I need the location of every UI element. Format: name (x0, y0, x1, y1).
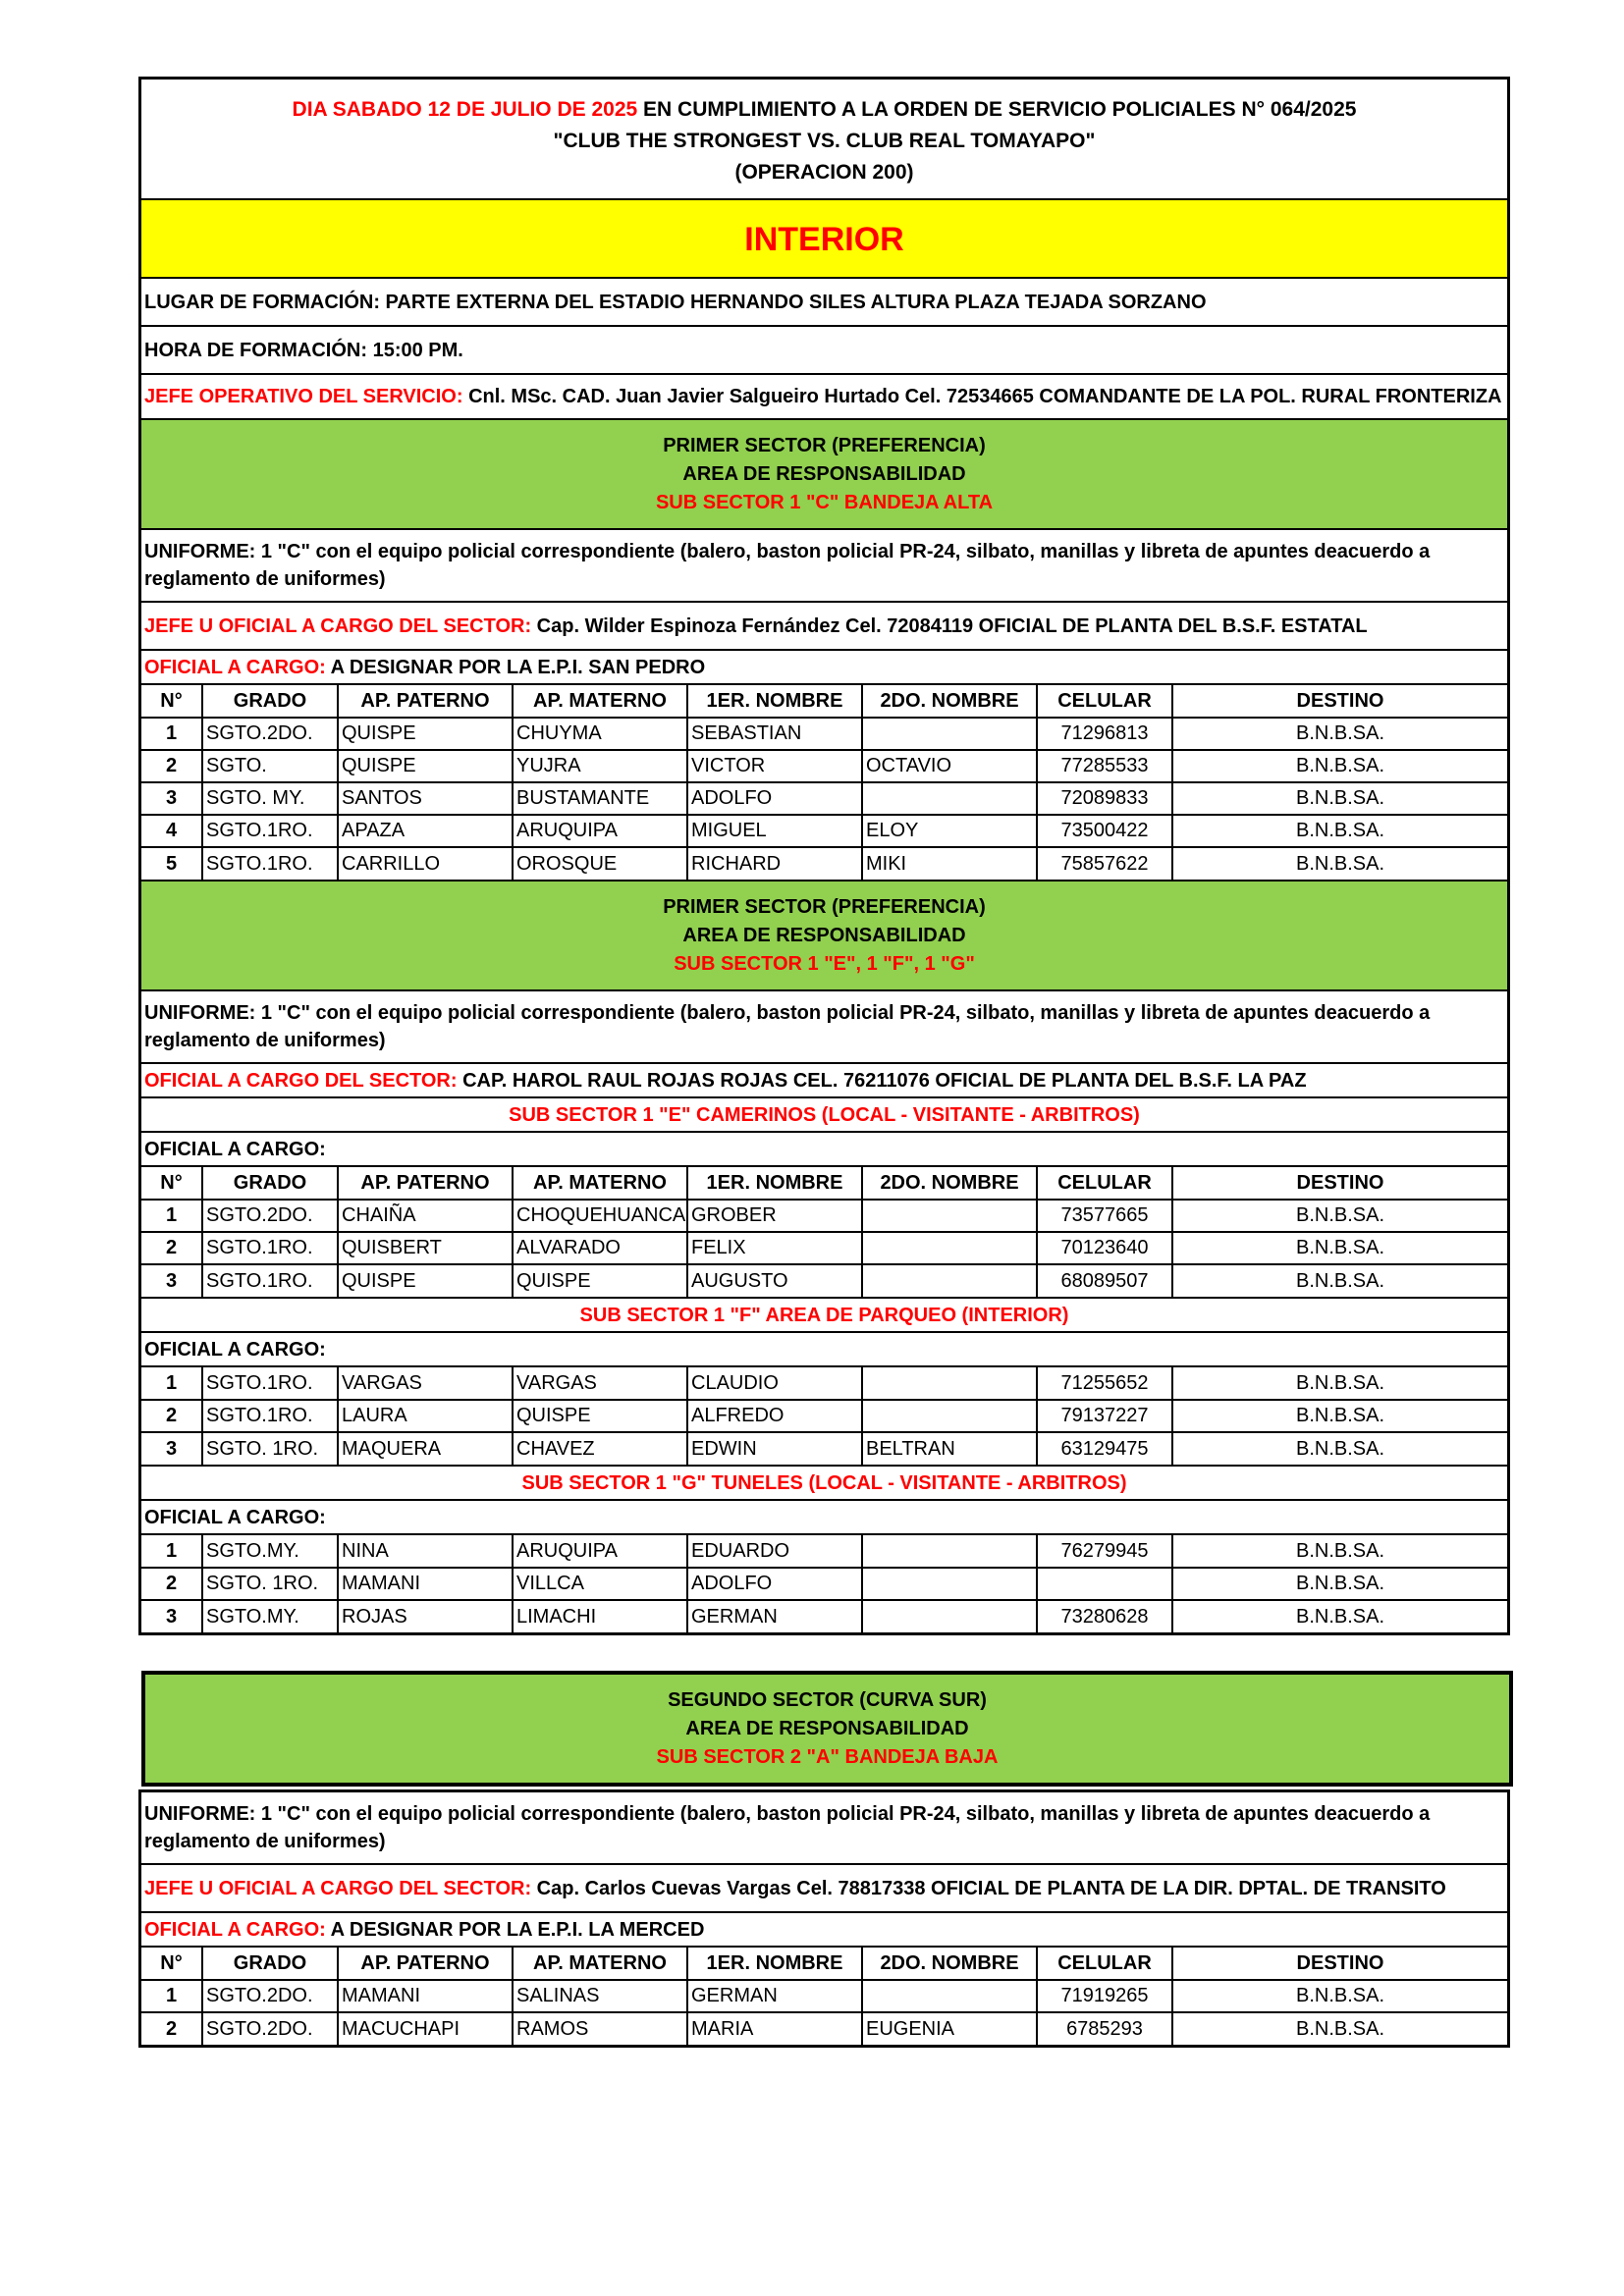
column-header: 1ER. NOMBRE (687, 1948, 862, 1980)
table-cell: CHUYMA (513, 718, 687, 750)
table-cell: 71296813 (1037, 718, 1172, 750)
column-header: AP. MATERNO (513, 685, 687, 718)
sector2a-title1: SEGUNDO SECTOR (CURVA SUR) (668, 1689, 987, 1711)
table-cell: 70123640 (1037, 1232, 1172, 1264)
table-header-row (141, 1167, 1507, 1200)
table-cell: B.N.B.SA. (1295, 1605, 1385, 1628)
table-cell: SGTO. 1RO. (202, 1432, 338, 1465)
sector1c-officer-label: OFICIAL A CARGO: (144, 657, 326, 678)
table-cell: SGTO.2DO. (202, 718, 338, 750)
column-header: GRADO (202, 685, 338, 718)
column-header: DESTINO (1172, 685, 1507, 718)
table-cell: QUISPE (513, 1400, 687, 1432)
table-cell: SGTO.MY. (202, 1600, 338, 1632)
table-cell: SALINAS (513, 1980, 687, 2012)
column-header: N° (141, 685, 202, 718)
table-row (141, 1600, 1507, 1632)
sector1c-chief (141, 603, 1507, 651)
table-row (141, 1367, 1507, 1400)
table-cell: 77285533 (1037, 750, 1172, 782)
table-cell: ADOLFO (687, 1568, 862, 1600)
table-cell: VARGAS (513, 1367, 687, 1400)
table-cell: B.N.B.SA. (1172, 1200, 1507, 1232)
table-row (141, 718, 1507, 750)
table-cell: SEBASTIAN (687, 718, 862, 750)
column-header: CELULAR (1037, 1167, 1172, 1200)
table-cell: SGTO.1RO. (202, 815, 338, 847)
table-cell (862, 718, 1037, 750)
table-cell: VILLCA (513, 1568, 687, 1600)
sector1c-table (141, 685, 1507, 880)
table-cell: SGTO. MY. (202, 782, 338, 815)
table-cell: CHAVEZ (513, 1432, 687, 1465)
sub-g-table-wrap (141, 1535, 1507, 1632)
sub-f-table (141, 1367, 1507, 1465)
sub-f-title: SUB SECTOR 1 "F" AREA DE PARQUEO (INTERIOR) (141, 1299, 1507, 1333)
operative-chief-value: Cnl. MSc. CAD. Juan Javier Salgueiro Hurtado Cel. 72534665 COMANDANTE DE LA POL. RURAL FRONTERIZA (462, 386, 1502, 407)
table-cell (862, 1535, 1037, 1568)
table-cell: MARIA (687, 2012, 862, 2045)
table-cell: MAMANI (338, 1980, 513, 2012)
table-cell: B.N.B.SA. (1172, 1980, 1507, 2012)
table-cell (862, 1568, 1037, 1600)
column-header: 1ER. NOMBRE (687, 1167, 862, 1200)
service-order-sheet (138, 77, 1510, 2048)
table-cell: 2 (141, 750, 202, 782)
sub-f-officer: OFICIAL A CARGO: (141, 1333, 1507, 1367)
table-cell: SGTO. (202, 750, 338, 782)
table-cell: 73500422 (1037, 815, 1172, 847)
table-cell (862, 1367, 1037, 1400)
column-header: AP. MATERNO (513, 1167, 687, 1200)
column-header: GRADO (202, 1948, 338, 1980)
table-cell (862, 782, 1037, 815)
table-cell: SANTOS (338, 782, 513, 815)
table-cell: 2 (141, 2012, 202, 2045)
table-cell (862, 1200, 1037, 1232)
table-cell: RAMOS (513, 2012, 687, 2045)
table-cell: 3 (141, 1600, 202, 1632)
table-cell: 3 (141, 782, 202, 815)
table-cell: ARUQUIPA (513, 815, 687, 847)
table-cell: SGTO. 1RO. (202, 1568, 338, 1600)
table-cell: SGTO.2DO. (202, 1980, 338, 2012)
table-cell (1037, 1568, 1172, 1600)
sector2a-title3: SUB SECTOR 2 "A" BANDEJA BAJA (656, 1746, 999, 1768)
table-cell: SGTO.2DO. (202, 1200, 338, 1232)
table-cell: SGTO.MY. (202, 1535, 338, 1568)
table-cell: ADOLFO (687, 782, 862, 815)
table-cell: 1 (141, 1980, 202, 2012)
table-cell: B.N.B.SA. (1172, 1568, 1507, 1600)
section-sector2a (138, 1789, 1510, 2048)
sector2a-chief-label: JEFE U OFICIAL A CARGO DEL SECTOR: (144, 1878, 532, 1899)
header-match: "CLUB THE STRONGEST VS. CLUB REAL TOMAYAPO" (553, 130, 1096, 152)
table-cell: LAURA (338, 1400, 513, 1432)
formation-time: HORA DE FORMACIÓN: 15:00 PM. (141, 327, 1507, 375)
column-header: DESTINO (1172, 1948, 1507, 1980)
sector1efg-chief-label: OFICIAL A CARGO DEL SECTOR: (144, 1070, 458, 1092)
sub-g-table (141, 1535, 1507, 1632)
table-cell: B.N.B.SA. (1172, 1232, 1507, 1264)
table-cell: VARGAS (338, 1367, 513, 1400)
table-cell: 5 (141, 847, 202, 880)
document-header (141, 80, 1507, 200)
table-row (141, 1264, 1507, 1297)
table-cell: MAQUERA (338, 1432, 513, 1465)
table-cell: 72089833 (1037, 782, 1172, 815)
table-cell: 63129475 (1037, 1432, 1172, 1465)
table-cell: EDUARDO (687, 1535, 862, 1568)
sector1c-chief-label: JEFE U OFICIAL A CARGO DEL SECTOR: (144, 615, 532, 637)
table-cell: MIGUEL (687, 815, 862, 847)
table-cell (862, 1600, 1037, 1632)
sector1efg-uniform: UNIFORME: 1 "C" con el equipo policial correspondiente (balero, baston policial PR-24, silbato, manillas y libreta de apuntes deacuerdo a reglamento de uniformes) (141, 991, 1507, 1064)
table-row (141, 1400, 1507, 1432)
table-cell: SGTO.1RO. (202, 1367, 338, 1400)
table-cell: MACUCHAPI (338, 2012, 513, 2045)
table-cell: ELOY (862, 815, 1037, 847)
table-cell: 1 (141, 1367, 202, 1400)
sector2a-table (141, 1948, 1507, 2045)
table-cell (862, 1264, 1037, 1297)
table-cell: 71255652 (1037, 1367, 1172, 1400)
table-row (141, 1535, 1507, 1568)
formation-place: LUGAR DE FORMACIÓN: PARTE EXTERNA DEL ESTADIO HERNANDO SILES ALTURA PLAZA TEJADA SORZANO (141, 279, 1507, 327)
header-order: EN CUMPLIMIENTO A LA ORDEN DE SERVICIO POLICIALES N° 064/2025 (637, 98, 1357, 121)
table-cell: 76279945 (1037, 1535, 1172, 1568)
table-cell: B.N.B.SA. (1172, 1367, 1507, 1400)
table-header-row (141, 685, 1507, 718)
sector2a-table-wrap (141, 1948, 1507, 2045)
table-header-row (141, 1948, 1507, 1980)
table-row (141, 782, 1507, 815)
sub-g-title: SUB SECTOR 1 "G" TUNELES (LOCAL - VISITANTE - ARBITROS) (141, 1467, 1507, 1501)
table-row (141, 1232, 1507, 1264)
section-interior (138, 77, 1510, 1635)
table-cell: B.N.B.SA. (1295, 852, 1385, 875)
table-cell: B.N.B.SA. (1172, 782, 1507, 815)
table-cell: 4 (141, 815, 202, 847)
table-cell: 3 (141, 1432, 202, 1465)
table-cell: 2 (141, 1568, 202, 1600)
table-cell: CHOQUEHUANCA (513, 1200, 687, 1232)
table-cell: SGTO.1RO. (202, 847, 338, 880)
table-cell: LIMACHI (513, 1600, 687, 1632)
column-header: GRADO (202, 1167, 338, 1200)
sector1efg-title3: SUB SECTOR 1 "E", 1 "F", 1 "G" (674, 953, 975, 975)
table-cell: ALFREDO (687, 1400, 862, 1432)
table-row (141, 1980, 1507, 2012)
table-cell: GERMAN (687, 1600, 862, 1632)
table-cell: 73280628 (1037, 1600, 1172, 1632)
table-cell: BUSTAMANTE (513, 782, 687, 815)
sector1c-table-wrap (141, 685, 1507, 881)
sector1c-title2: AREA DE RESPONSABILIDAD (682, 463, 966, 485)
table-cell: MAMANI (338, 1568, 513, 1600)
table-cell: MIKI (862, 847, 1037, 880)
column-header: AP. PATERNO (338, 1948, 513, 1980)
table-cell: QUISBERT (338, 1232, 513, 1264)
sector1c-officer (141, 651, 1507, 685)
column-header: CELULAR (1037, 685, 1172, 718)
interior-banner: INTERIOR (141, 200, 1507, 279)
table-cell: 1 (141, 1535, 202, 1568)
column-header: AP. MATERNO (513, 1948, 687, 1980)
table-cell: EUGENIA (862, 2012, 1037, 2045)
column-header: N° (141, 1948, 202, 1980)
table-cell: APAZA (338, 815, 513, 847)
table-cell: B.N.B.SA. (1172, 718, 1507, 750)
sector2a-title2: AREA DE RESPONSABILIDAD (685, 1718, 969, 1739)
column-header: AP. PATERNO (338, 685, 513, 718)
column-header: 2DO. NOMBRE (862, 1167, 1037, 1200)
column-header: 2DO. NOMBRE (862, 1948, 1037, 1980)
sector1c-title3: SUB SECTOR 1 "C" BANDEJA ALTA (655, 492, 994, 513)
table-cell (862, 1232, 1037, 1264)
table-cell: NINA (338, 1535, 513, 1568)
table-cell: AUGUSTO (687, 1264, 862, 1297)
operative-chief-label: JEFE OPERATIVO DEL SERVICIO: (144, 386, 463, 407)
table-cell: QUISPE (338, 718, 513, 750)
operative-chief (141, 375, 1507, 420)
header-date: DIA SABADO 12 DE JULIO DE 2025 (292, 98, 638, 121)
sector1efg-chief-value: CAP. HAROL RAUL ROJAS ROJAS CEL. 76211076 OFICIAL DE PLANTA DEL B.S.F. LA PAZ (457, 1070, 1307, 1092)
sub-e-officer: OFICIAL A CARGO: (141, 1133, 1507, 1167)
table-row (141, 1568, 1507, 1600)
sector1efg-title2: AREA DE RESPONSABILIDAD (682, 925, 966, 946)
sub-e-table (141, 1167, 1507, 1297)
column-header: N° (141, 1167, 202, 1200)
table-cell: ALVARADO (513, 1232, 687, 1264)
sector2a-officer (141, 1913, 1507, 1948)
sector2a-chief-value: Cap. Carlos Cuevas Vargas Cel. 78817338 OFICIAL DE PLANTA DE LA DIR. DPTAL. DE TRANSITO (531, 1878, 1446, 1899)
table-cell: B.N.B.SA. (1295, 2017, 1385, 2040)
sector1efg-title1: PRIMER SECTOR (PREFERENCIA) (663, 896, 986, 918)
sector2a-officer-value: A DESIGNAR POR LA E.P.I. LA MERCED (325, 1919, 705, 1941)
table-cell: FELIX (687, 1232, 862, 1264)
table-cell: QUISPE (513, 1264, 687, 1297)
sector1c-officer-value: A DESIGNAR POR LA E.P.I. SAN PEDRO (325, 657, 706, 678)
table-cell: CLAUDIO (687, 1367, 862, 1400)
sector1c-title1: PRIMER SECTOR (PREFERENCIA) (663, 435, 986, 456)
table-cell: 71919265 (1037, 1980, 1172, 2012)
sector1efg-chief (141, 1064, 1507, 1098)
sector2a-officer-label: OFICIAL A CARGO: (144, 1919, 326, 1941)
table-cell: QUISPE (338, 750, 513, 782)
table-cell: SGTO.2DO. (202, 2012, 338, 2045)
sector1c-uniform: UNIFORME: 1 "C" con el equipo policial correspondiente (balero, baston policial PR-24, silbato, manillas y libreta de apuntes deacuerdo a reglamento de uniformes) (141, 530, 1507, 603)
table-cell: 2 (141, 1232, 202, 1264)
table-cell: OCTAVIO (862, 750, 1037, 782)
table-cell: YUJRA (513, 750, 687, 782)
table-cell: OROSQUE (513, 847, 687, 880)
sub-e-title: SUB SECTOR 1 "E" CAMERINOS (LOCAL - VISITANTE - ARBITROS) (141, 1098, 1507, 1133)
table-cell: B.N.B.SA. (1172, 1535, 1507, 1568)
table-cell: 73577665 (1037, 1200, 1172, 1232)
sector1efg-banner (141, 881, 1507, 991)
table-cell: QUISPE (338, 1264, 513, 1297)
sub-g-officer: OFICIAL A CARGO: (141, 1501, 1507, 1535)
column-header: AP. PATERNO (338, 1167, 513, 1200)
sector2a-banner (141, 1671, 1513, 1787)
sub-e-table-wrap (141, 1167, 1507, 1299)
table-cell: B.N.B.SA. (1172, 1400, 1507, 1432)
table-cell: GROBER (687, 1200, 862, 1232)
table-cell: 2 (141, 1400, 202, 1432)
table-cell: 1 (141, 718, 202, 750)
table-cell: B.N.B.SA. (1295, 1437, 1385, 1460)
sector1c-banner (141, 420, 1507, 530)
table-cell: 79137227 (1037, 1400, 1172, 1432)
table-row (141, 847, 1507, 880)
table-cell: VICTOR (687, 750, 862, 782)
sector1c-chief-value: Cap. Wilder Espinoza Fernández Cel. 72084119 OFICIAL DE PLANTA DEL B.S.F. ESTATAL (531, 615, 1368, 637)
table-cell: 6785293 (1037, 2012, 1172, 2045)
header-operation: (OPERACION 200) (734, 161, 914, 184)
table-row (141, 750, 1507, 782)
column-header: CELULAR (1037, 1948, 1172, 1980)
column-header: 1ER. NOMBRE (687, 685, 862, 718)
table-cell: SGTO.1RO. (202, 1264, 338, 1297)
table-row (141, 2012, 1507, 2045)
table-cell: SGTO.1RO. (202, 1232, 338, 1264)
table-cell: ARUQUIPA (513, 1535, 687, 1568)
table-cell: RICHARD (687, 847, 862, 880)
header-line-1 (151, 94, 1497, 126)
table-cell: B.N.B.SA. (1172, 750, 1507, 782)
table-cell: BELTRAN (862, 1432, 1037, 1465)
column-header: DESTINO (1172, 1167, 1507, 1200)
table-row (141, 815, 1507, 847)
table-cell: SGTO.1RO. (202, 1400, 338, 1432)
sub-f-table-wrap (141, 1367, 1507, 1467)
table-cell (862, 1400, 1037, 1432)
table-cell: EDWIN (687, 1432, 862, 1465)
table-cell: GERMAN (687, 1980, 862, 2012)
table-cell: 1 (141, 1200, 202, 1232)
table-cell: CHAIÑA (338, 1200, 513, 1232)
table-cell (862, 1980, 1037, 2012)
table-cell: 68089507 (1037, 1264, 1172, 1297)
column-header: 2DO. NOMBRE (862, 685, 1037, 718)
sector2a-uniform: UNIFORME: 1 "C" con el equipo policial correspondiente (balero, baston policial PR-24, silbato, manillas y libreta de apuntes deacuerdo a reglamento de uniformes) (141, 1792, 1507, 1865)
table-row (141, 1200, 1507, 1232)
table-cell: CARRILLO (338, 847, 513, 880)
table-cell: B.N.B.SA. (1172, 815, 1507, 847)
table-cell: B.N.B.SA. (1295, 1269, 1385, 1292)
sector2a-chief (141, 1865, 1507, 1913)
table-cell: 3 (141, 1264, 202, 1297)
table-cell: 75857622 (1037, 847, 1172, 880)
table-row (141, 1432, 1507, 1465)
table-cell: ROJAS (338, 1600, 513, 1632)
